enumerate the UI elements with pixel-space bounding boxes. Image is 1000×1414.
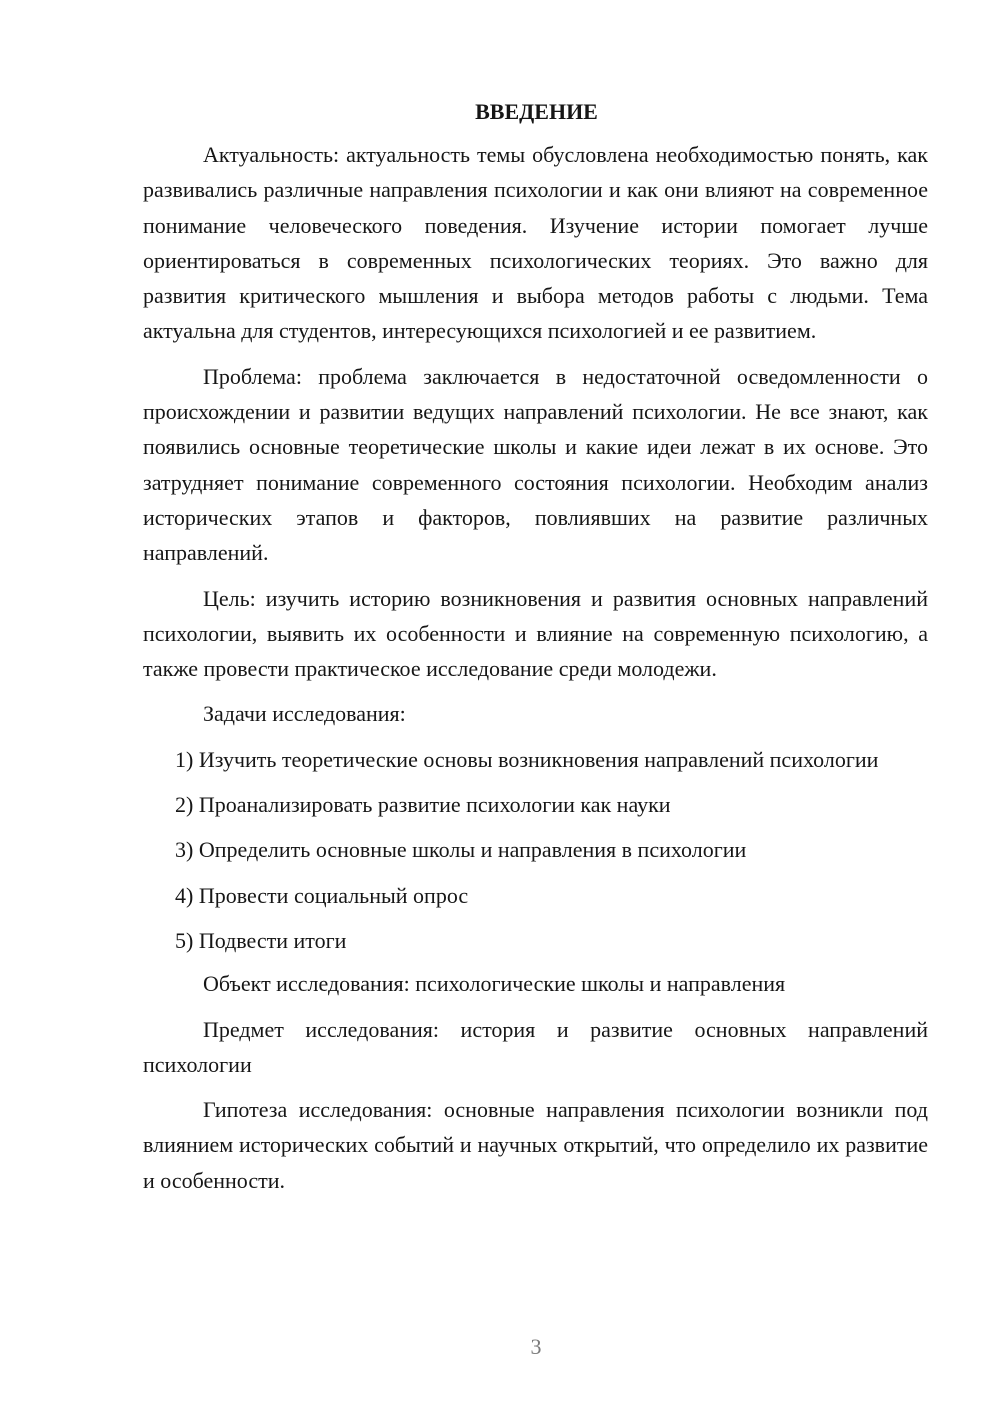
task-item: 3) Определить основные школы и направления в психологии [175,837,747,863]
goal-paragraph: Цель: изучить историю возникновения и развития основных направлений психологии, выявить их особенности и влияние на современную психологию, а также провести практическое исследование среди молодежи. [143,585,928,682]
tasks-heading: Задачи исследования: [203,701,406,727]
task-item: 2) Проанализировать развитие психологии как науки [175,792,671,818]
task-item: 4) Провести социальный опрос [175,882,469,908]
subject-paragraph: Предмет исследования: история и развитие основных направлений психологии [143,1016,928,1077]
page-content [143,94,928,1198]
task-item: 1) Изучить теоретические основы возникновения направлений психологии [175,746,879,772]
section-title: ВВЕДЕНИЕ [475,99,598,124]
page-number: 3 [530,1334,542,1359]
task-item: 5) Подвести итоги [175,927,347,953]
object-paragraph: Объект исследования: психологические школы и направления [203,971,786,997]
problem-paragraph: Проблема: проблема заключается в недостаточной осведомленности о происхождении и развитии ведущих направлений психологии. Не все знают, как появились основные теоретические школы и какие идеи лежат в их основе. Это затрудняет понимание современного состояния психологии. Необходим анализ исторических этапов и факторов, повлиявших на развитие различных направлений. [143,363,928,566]
relevance-paragraph: Актуальность: актуальность темы обусловлена необходимостью понять, как развивались различные направления психологии и как они влияют на современное понимание человеческого поведения. Изучение истории помогает лучше ориентироваться в современных психологических теориях. Это важно для развития критического мышления и выбора методов работы с людьми. Тема актуальна для студентов, интересующихся психологией и ее развитием. [143,142,928,344]
hypothesis-paragraph: Гипотеза исследования: основные направления психологии возникли под влиянием исторических событий и научных открытий, что определило их развитие и особенности. [143,1097,928,1193]
tasks-list [143,742,928,958]
